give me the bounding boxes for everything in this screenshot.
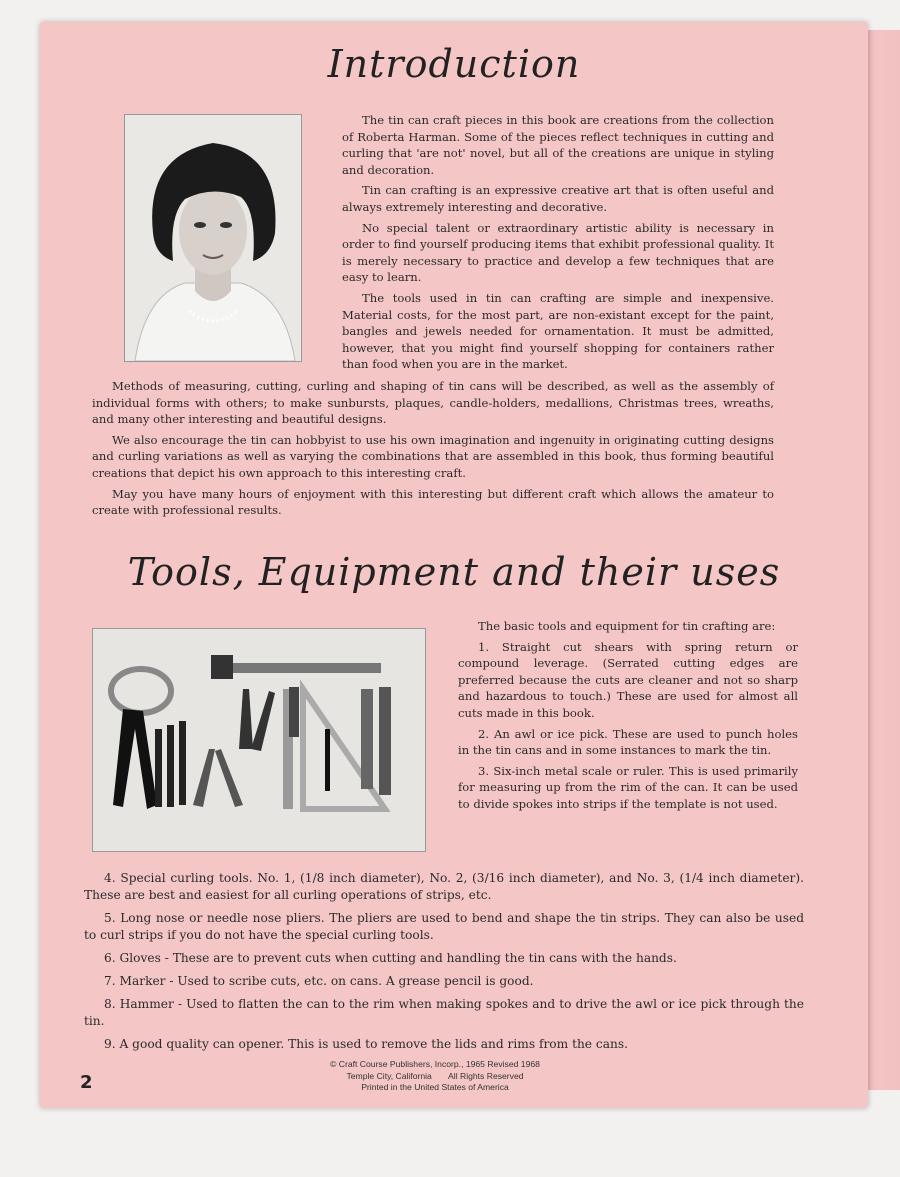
booklet-page (40, 22, 868, 1108)
intro-paragraph: May you have many hours of enjoyment with this interesting but different craft which allows the amateur to create with professional results. (92, 486, 774, 518)
intro-paragraph: Tin can crafting is an expressive creative art that is often useful and always extremely interesting and decorative. (342, 183, 774, 214)
tools-paragraph: 3. Six-inch metal scale or ruler. This is used primarily for measuring up from the rim of the can. It can be used to divide spokes into strips if the template is not used. (458, 763, 798, 811)
tools-paragraph: The basic tools and equipment for tin crafting are: (478, 619, 776, 633)
copyright-line: Temple City, California All Rights Reserved (346, 1070, 524, 1081)
tools-list-item: 9. A good quality can opener. This is used to remove the lids and rims from the cans. (104, 1037, 628, 1051)
intro-paragraph: We also encourage the tin can hobbyist to use his own imagination and ingenuity in originating cutting designs and curling variations as well as varying the combinations that are assembled in this book, thus forming beautiful creations that depict his own approach to this interesting craft. (92, 432, 774, 480)
introduction-text-full-width (92, 378, 774, 523)
tools-list-item: 4. Special curling tools. No. 1, (1/8 inch diameter), No. 2, (3/16 inch diameter), and No. 3, (1/4 inch diameter). These are best and easiest for all curling operations of strips, etc. (84, 871, 804, 902)
tools-heading: Tools, Equipment and their uses (127, 550, 781, 594)
copyright-line: Printed in the United States of America (361, 1082, 509, 1092)
intro-paragraph: Methods of measuring, cutting, curling and shaping of tin cans will be described, as well as the assembly of individual forms with others; to make sunbursts, plaques, candle-holders, medallions, Christmas trees, wreaths, and many other interesting and beautiful designs. (92, 379, 774, 427)
tools-list-item: 5. Long nose or needle nose pliers. The pliers are used to bend and shape the tin strips. They can also be used to curl strips if you do not have the special curling tools. (84, 911, 804, 942)
page-number: 2 (80, 1072, 93, 1093)
tools-list-item: 6. Gloves - These are to prevent cuts when cutting and handling the tin cans with the hands. (104, 951, 677, 965)
tools-text-full-width (84, 870, 804, 1059)
tools-paragraph: 1. Straight cut shears with spring return or compound leverage. (Serrated cutting edges are preferred because the cuts are cleaner and not so sharp and hazardous to touch.) These are used for almost all cuts made in this book. (458, 639, 798, 720)
introduction-heading: Introduction (327, 42, 581, 86)
tools-list-item: 7. Marker - Used to scribe cuts, etc. on cans. A grease pencil is good. (104, 974, 534, 988)
introduction-text-column (342, 112, 774, 377)
intro-paragraph: The tools used in tin can crafting are simple and inexpensive. Material costs, for the most part, are non-existant except for the paint, bangles and jewels needed for ornamentation. It must be admitted, however, that you might find yourself shopping for containers rather than food when you are in the market. (342, 290, 774, 372)
intro-paragraph: No special talent or extraordinary artistic ability is necessary in order to find yourself producing items that exhibit professional quality. It is merely necessary to practice and develop a few techniques that are easy to learn. (342, 220, 774, 285)
tools-list-item: 8. Hammer - Used to flatten the can to the rim when making spokes and to drive the awl or ice pick through the tin. (84, 997, 804, 1028)
intro-paragraph: The tin can craft pieces in this book are creations from the collection of Roberta Harman. Some of the pieces reflect techniques in cutting and curling that 'are not' novel, but all of the creations are unique in styling and decoration. (342, 113, 774, 177)
adjacent-page-edge (866, 30, 900, 1090)
tools-photo (92, 628, 426, 852)
copyright-notice (290, 1059, 580, 1094)
tools-text-column (458, 618, 798, 817)
author-portrait-photo (124, 114, 302, 362)
copyright-line: © Craft Course Publishers, Incorp., 1965 Revised 1968 (330, 1059, 540, 1069)
tools-paragraph: 2. An awl or ice pick. These are used to punch holes in the tin cans and in some instances to mark the tin. (458, 726, 798, 758)
